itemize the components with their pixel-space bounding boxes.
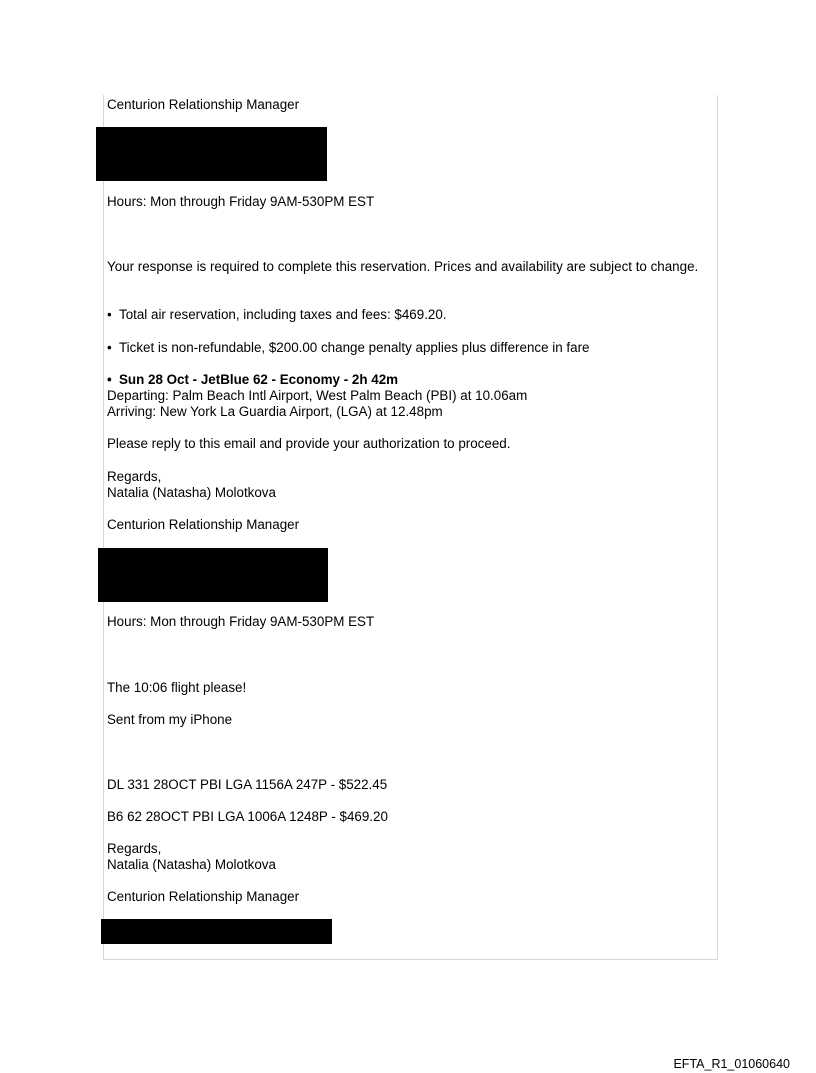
signer-name-2: Natalia (Natasha) Molotkova — [107, 857, 276, 872]
hours-text-top: Hours: Mon through Friday 9AM-530PM EST — [107, 194, 375, 209]
signature-role-top: Centurion Relationship Manager — [107, 97, 300, 112]
arriving-line: Arriving: New York La Guardia Airport, (LGA) at 12.48pm — [107, 404, 443, 419]
redaction-box-1 — [96, 127, 327, 181]
regards-2: Regards, — [107, 841, 162, 856]
flight-option-b6: B6 62 28OCT PBI LGA 1006A 1248P - $469.20 — [107, 809, 388, 824]
flight-option-dl: DL 331 28OCT PBI LGA 1156A 247P - $522.45 — [107, 777, 388, 792]
hours-text-middle: Hours: Mon through Friday 9AM-530PM EST — [107, 614, 375, 629]
regards-1: Regards, — [107, 469, 162, 484]
sent-from-line: Sent from my iPhone — [107, 712, 233, 727]
document-id: EFTA_R1_01060640 — [673, 1057, 790, 1071]
signer-role-2: Centurion Relationship Manager — [107, 889, 300, 904]
reply-request: Please reply to this email and provide your authorization to proceed. — [107, 436, 511, 451]
flight-summary-heading: • Sun 28 Oct - JetBlue 62 - Economy - 2h 42m — [107, 372, 398, 388]
redaction-box-2 — [98, 548, 328, 602]
ticket-policy-bullet: • Ticket is non-refundable, $200.00 change penalty applies plus difference in fare — [107, 340, 589, 356]
departing-line: Departing: Palm Beach Intl Airport, West Palm Beach (PBI) at 10.06am — [107, 388, 528, 403]
total-fare-bullet: • Total air reservation, including taxes and fees: $469.20. — [107, 307, 447, 323]
reservation-intro: Your response is required to complete this reservation. Prices and availability are subject to change. — [107, 259, 699, 274]
signer-role-1: Centurion Relationship Manager — [107, 517, 300, 532]
reply-text: The 10:06 flight please! — [107, 680, 247, 695]
redaction-box-3 — [101, 919, 332, 944]
signer-name-1: Natalia (Natasha) Molotkova — [107, 485, 276, 500]
